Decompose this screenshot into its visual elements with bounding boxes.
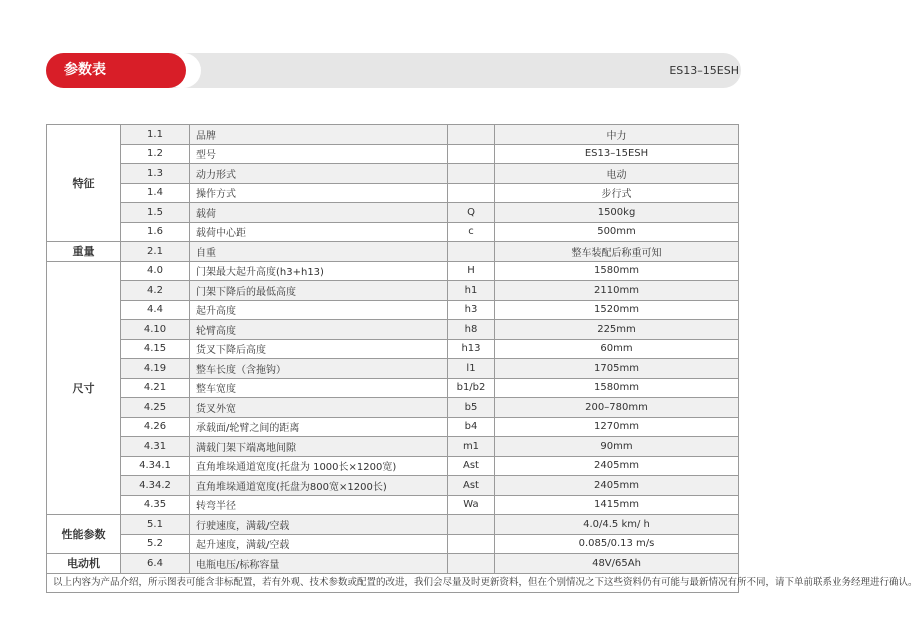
category-cell: 特征 [47,125,121,242]
table-row [47,281,739,301]
row-symbol [448,183,495,203]
table-row [47,554,739,574]
row-value: 步行式 [495,183,739,203]
row-value: 1580mm [495,378,739,398]
row-value: 1705mm [495,359,739,379]
row-value: 90mm [495,437,739,457]
row-symbol: b5 [448,398,495,418]
row-name: 电瓶电压/标称容量 [190,554,448,574]
row-value: 60mm [495,339,739,359]
row-symbol: h1 [448,281,495,301]
row-value: 0.085/0.13 m/s [495,534,739,554]
row-symbol: b1/b2 [448,378,495,398]
row-value: 电动 [495,164,739,184]
row-value: 1520mm [495,300,739,320]
row-number: 6.4 [121,554,190,574]
row-symbol: m1 [448,437,495,457]
row-name: 品牌 [190,125,448,145]
row-name: 操作方式 [190,183,448,203]
category-cell: 尺寸 [47,261,121,515]
spec-table [46,124,918,593]
row-value: ES13–15ESH [495,144,739,164]
table-row [47,456,739,476]
row-name: 起升速度，满载/空载 [190,534,448,554]
table-row [47,164,739,184]
row-number: 4.26 [121,417,190,437]
row-value: 1415mm [495,495,739,515]
row-symbol [448,164,495,184]
note-row [47,573,739,593]
row-number: 4.2 [121,281,190,301]
row-name: 货叉外宽 [190,398,448,418]
chevron-down-icon[interactable] [189,67,201,73]
table-row [47,320,739,340]
row-symbol [448,144,495,164]
table-row [47,476,739,496]
row-symbol: h13 [448,339,495,359]
row-number: 4.25 [121,398,190,418]
row-number: 4.19 [121,359,190,379]
table-row [47,398,739,418]
table-row [47,339,739,359]
row-symbol: b4 [448,417,495,437]
category-cell: 性能参数 [47,515,121,554]
page-title: 参数表 [64,62,106,78]
row-value: 500mm [495,222,739,242]
row-number: 4.4 [121,300,190,320]
row-number: 1.4 [121,183,190,203]
row-number: 4.34.1 [121,456,190,476]
row-number: 4.21 [121,378,190,398]
row-number: 4.35 [121,495,190,515]
row-number: 4.34.2 [121,476,190,496]
row-number: 5.2 [121,534,190,554]
category-cell: 重量 [47,242,121,262]
row-number: 1.6 [121,222,190,242]
table-row [47,144,739,164]
row-symbol: Wa [448,495,495,515]
table-row [47,222,739,242]
row-name: 轮臂高度 [190,320,448,340]
row-value: 中力 [495,125,739,145]
row-number: 1.3 [121,164,190,184]
row-name: 动力形式 [190,164,448,184]
row-name: 门架最大起升高度(h3+h13) [190,261,448,281]
table-row [47,261,739,281]
row-name: 满载门架下端离地间隙 [190,437,448,457]
table-row [47,378,739,398]
row-name: 门架下降后的最低高度 [190,281,448,301]
row-name: 载荷中心距 [190,222,448,242]
row-name: 载荷 [190,203,448,223]
row-value: 1580mm [495,261,739,281]
model-label: ES13–15ESH [669,64,739,77]
row-number: 1.2 [121,144,190,164]
row-symbol: Ast [448,476,495,496]
row-number: 1.1 [121,125,190,145]
row-symbol: Ast [448,456,495,476]
row-symbol: h8 [448,320,495,340]
row-name: 转弯半径 [190,495,448,515]
table-row [47,515,739,535]
row-name: 直角堆垛通道宽度(托盘为800宽×1200长) [190,476,448,496]
table-row [47,242,739,262]
row-name: 货叉下降后高度 [190,339,448,359]
row-symbol [448,534,495,554]
row-number: 4.0 [121,261,190,281]
row-number: 5.1 [121,515,190,535]
row-symbol [448,125,495,145]
row-symbol: c [448,222,495,242]
row-name: 整车宽度 [190,378,448,398]
table-row [47,300,739,320]
row-value: 整车装配后称重可知 [495,242,739,262]
row-symbol: l1 [448,359,495,379]
table-row [47,417,739,437]
table-row [47,437,739,457]
table-row [47,495,739,515]
row-symbol [448,242,495,262]
category-cell: 电动机 [47,554,121,574]
table-row [47,359,739,379]
row-value: 1270mm [495,417,739,437]
row-value: 2405mm [495,456,739,476]
table-row [47,125,739,145]
row-value: 4.0/4.5 km/ h [495,515,739,535]
row-value: 1500kg [495,203,739,223]
row-number: 1.5 [121,203,190,223]
row-name: 型号 [190,144,448,164]
row-name: 直角堆垛通道宽度(托盘为 1000长×1200宽) [190,456,448,476]
row-number: 4.10 [121,320,190,340]
table-row [47,203,739,223]
row-name: 自重 [190,242,448,262]
row-symbol: Q [448,203,495,223]
row-value: 2405mm [495,476,739,496]
row-name: 起升高度 [190,300,448,320]
row-symbol: H [448,261,495,281]
row-name: 行驶速度，满载/空载 [190,515,448,535]
row-symbol [448,515,495,535]
row-value: 225mm [495,320,739,340]
row-value: 200–780mm [495,398,739,418]
row-name: 承载面/轮臂之间的距离 [190,417,448,437]
row-value: 2110mm [495,281,739,301]
disclaimer-note: 以上内容为产品介绍，所示图表可能含非标配置，若有外观、技术参数或配置的改进，我们会尽量及时更新资料，但在个别情况之下这些资料仍有可能与最新情况有所不同，请下单前联系业务经理进行确认。 [47,573,739,593]
row-symbol [448,554,495,574]
table-row [47,183,739,203]
row-number: 4.15 [121,339,190,359]
row-symbol: h3 [448,300,495,320]
row-name: 整车长度（含拖钩） [190,359,448,379]
row-value: 48V/65Ah [495,554,739,574]
row-number: 2.1 [121,242,190,262]
row-number: 4.31 [121,437,190,457]
table-row [47,534,739,554]
